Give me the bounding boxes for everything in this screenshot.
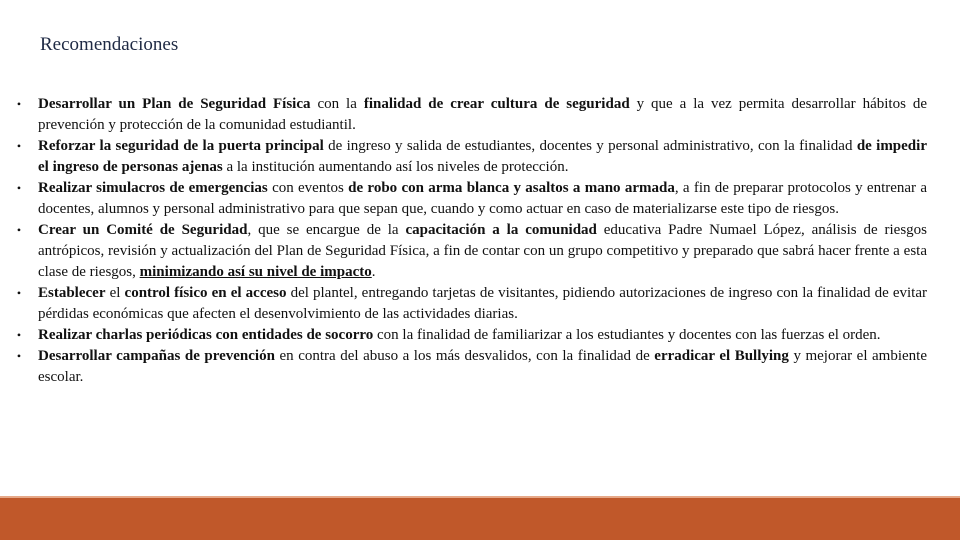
emphasis-text: Desarrollar un Plan de Seguridad Física bbox=[38, 96, 311, 112]
body-text: con la bbox=[310, 96, 364, 112]
body-text: con la finalidad de familiarizar a los estudiantes y docentes con las fuerzas el orden. bbox=[373, 327, 881, 343]
body-text: a la institución aumentando así los niveles de protección. bbox=[222, 159, 569, 175]
recommendations-list bbox=[14, 94, 927, 388]
emphasis-text: erradicar el Bullying bbox=[654, 348, 789, 364]
emphasis-text: minimizando así su nivel de impacto bbox=[139, 264, 372, 280]
recommendation-item bbox=[14, 178, 927, 220]
body-text: el bbox=[105, 285, 125, 301]
emphasis-text: Establecer bbox=[38, 285, 106, 301]
emphasis-text: de robo con arma blanca y asaltos a mano armada bbox=[348, 180, 675, 196]
recommendation-item bbox=[14, 346, 927, 388]
bullet-icon: • bbox=[16, 328, 22, 342]
recommendation-item bbox=[14, 283, 927, 325]
bullet-icon: • bbox=[16, 181, 22, 195]
body-text: de ingreso y salida de estudiantes, docentes y personal administrativo, con la finalidad bbox=[323, 138, 857, 154]
emphasis-text: de impedir el ingreso de personas ajenas bbox=[38, 138, 927, 175]
body-text: educativa Padre Numael López, análisis de riesgos antrópicos, revisión y actualización del Plan de Seguridad Física, a fin de contar con un grupo competitivo y preparado que sabrá hacer frente a esta clase de riesgos, bbox=[38, 222, 927, 280]
body-text: con eventos bbox=[267, 180, 349, 196]
emphasis-text: control físico en el acceso bbox=[124, 285, 287, 301]
emphasis-text: Realizar charlas periódicas con entidades de socorro bbox=[38, 327, 374, 343]
body-text: del plantel, entregando tarjetas de visitantes, pidiendo autorizaciones de ingreso con la finalidad de evitar pérdidas económicas que afecten el desenvolvimiento de las actividades diarias. bbox=[38, 285, 928, 322]
emphasis-text: finalidad de crear cultura de seguridad bbox=[363, 96, 630, 112]
bullet-icon: • bbox=[16, 286, 22, 300]
footer-bar bbox=[0, 498, 960, 540]
slide-title: Recomendaciones bbox=[40, 34, 179, 55]
emphasis-text: Reforzar la seguridad de la puerta principal bbox=[38, 138, 324, 154]
bullet-icon: • bbox=[16, 349, 22, 363]
emphasis-text: Desarrollar campañas de prevención bbox=[38, 348, 275, 364]
bullet-icon: • bbox=[16, 223, 22, 237]
recommendation-item bbox=[14, 136, 927, 178]
emphasis-text: capacitación a la comunidad bbox=[405, 222, 597, 238]
recommendation-item bbox=[14, 94, 927, 136]
body-text: . bbox=[371, 264, 376, 280]
bullet-icon: • bbox=[16, 139, 22, 153]
body-text: , a fin de preparar protocolos y entrenar a docentes, alumnos y personal administrativo para que sepan que, cuando y como actuar en caso de materializarse este tipo de riesgos. bbox=[38, 180, 927, 217]
recommendation-item bbox=[14, 325, 927, 346]
recommendation-item bbox=[14, 220, 927, 283]
bullet-icon: • bbox=[16, 97, 22, 111]
body-text: en contra del abuso a los más desvalidos, con la finalidad de bbox=[274, 348, 655, 364]
body-text: y mejorar el ambiente escolar. bbox=[38, 348, 928, 385]
emphasis-text: Crear un Comité de Seguridad bbox=[38, 222, 248, 238]
body-text: y que a la vez permita desarrollar hábitos de prevención y protección de la comunidad estudiantil. bbox=[38, 96, 928, 133]
body-text: , que se encargue de la bbox=[247, 222, 406, 238]
emphasis-text: Realizar simulacros de emergencias bbox=[38, 180, 268, 196]
